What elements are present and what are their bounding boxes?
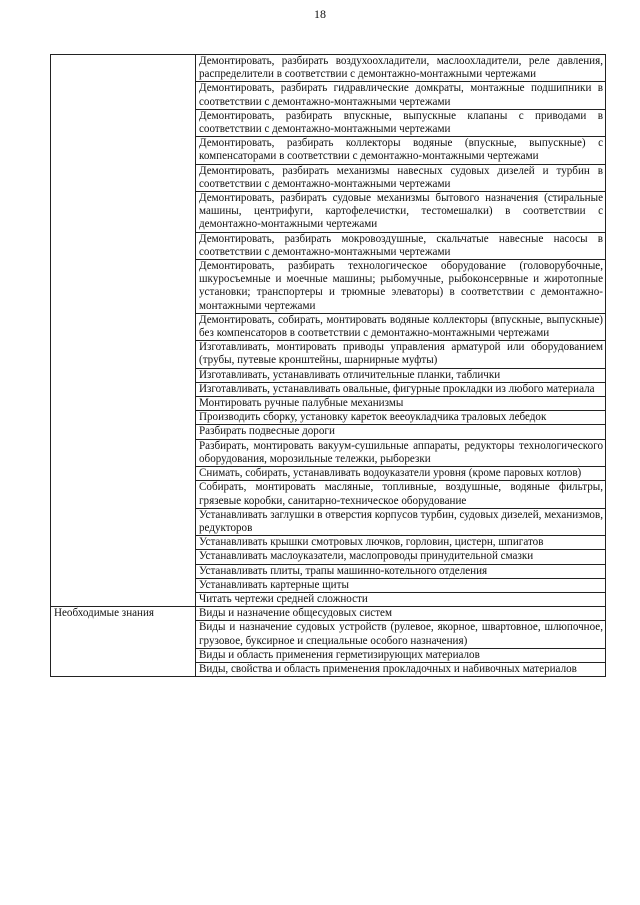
section-label-cell [51,536,196,550]
section-label-cell [51,550,196,564]
table-row [51,536,606,550]
table-row [51,508,606,535]
table-row [51,55,606,82]
section-label-cell [51,164,196,191]
section-label-cell [51,82,196,109]
section-label-cell [51,425,196,439]
table-cell-item: Изготавливать, устанавливать овальные, фигурные прокладки из любого материала [196,382,606,396]
table-row [51,232,606,259]
section-label-cell [51,260,196,314]
table-cell-item: Устанавливать маслоуказатели, маслопроводы принудительной смазки [196,550,606,564]
table-row [51,164,606,191]
table-cell-item: Демонтировать, разбирать впускные, выпускные клапаны с приводами в соответствии с демонтажно-монтажными чертежами [196,109,606,136]
table-cell-item: Виды и область применения герметизирующих материалов [196,648,606,662]
section-label-cell [51,368,196,382]
table-body [51,55,606,677]
table-cell-item: Читать чертежи средней сложности [196,592,606,606]
table-row [51,382,606,396]
section-label-cell [51,137,196,164]
table-cell-item: Устанавливать плиты, трапы машинно-котельного отделения [196,564,606,578]
section-label-cell [51,382,196,396]
table-cell-item: Снимать, собирать, устанавливать водоуказатели уровня (кроме паровых котлов) [196,467,606,481]
section-label-cell [51,467,196,481]
table-row [51,368,606,382]
table-cell-item: Производить сборку, установку кареток вееоукладчика траловых лебедок [196,411,606,425]
table-cell-item: Изготавливать, монтировать приводы управления арматурой или оборудованием (трубы, путевые кронштейны, шарнирные муфты) [196,341,606,368]
table-row [51,467,606,481]
table-row [51,411,606,425]
table-cell-item: Виды, свойства и область применения прокладочных и набивочных материалов [196,662,606,676]
table-cell-item: Виды и назначение судовых устройств (рулевое, якорное, швартовное, шлюпочное, грузовое, буксирное и специальные особого назначения) [196,621,606,648]
section-label-cell [51,621,196,648]
table-row [51,192,606,233]
table-cell-item: Изготавливать, устанавливать отличительные планки, таблички [196,368,606,382]
table-row [51,137,606,164]
section-label-cell [51,439,196,466]
table-cell-item: Устанавливать заглушки в отверстия корпусов турбин, судовых дизелей, механизмов, редукторов [196,508,606,535]
table-cell-item: Монтировать ручные палубные механизмы [196,397,606,411]
table-cell-item: Собирать, монтировать масляные, топливные, воздушные, водяные фильтры, грязевые коробки, санитарно-техническое оборудование [196,481,606,508]
table-row [51,592,606,606]
section-label-cell [51,564,196,578]
table-cell-item: Демонтировать, разбирать воздухоохладители, маслоохладители, реле давления, распределители в соответствии с демонтажно-монтажными чертежами [196,55,606,82]
section-label-cell [51,578,196,592]
section-label-cell [51,313,196,340]
table-cell-item: Демонтировать, разбирать гидравлические домкраты, монтажные подшипники в соответствии с демонтажно-монтажными чертежами [196,82,606,109]
section-label-cell: Необходимые знания [51,607,196,621]
table-row [51,481,606,508]
table-row [51,425,606,439]
table-cell-item: Демонтировать, разбирать коллекторы водяные (впускные, выпускные) с компенсаторами в соответствии с демонтажно-монтажными чертежами [196,137,606,164]
section-label-cell [51,648,196,662]
section-label-cell [51,341,196,368]
section-label-cell [51,192,196,233]
table-row [51,109,606,136]
section-label-cell [51,397,196,411]
table-cell-item: Устанавливать картерные щиты [196,578,606,592]
table-cell-item: Демонтировать, разбирать мокровоздушные, скальчатые навесные насосы в соответствии с демонтажно-монтажными чертежами [196,232,606,259]
table-row [51,397,606,411]
section-label-cell [51,662,196,676]
section-label-cell [51,232,196,259]
table-row [51,82,606,109]
section-label-cell [51,592,196,606]
table-cell-item: Разбирать, монтировать вакуум-сушильные аппараты, редукторы технологического оборудования, морозильные тележки, рыборезки [196,439,606,466]
table-row [51,578,606,592]
section-label-cell [51,411,196,425]
table-row [51,439,606,466]
table-row [51,313,606,340]
table-row [51,662,606,676]
section-label-cell [51,55,196,82]
table-row [51,648,606,662]
section-label-cell [51,109,196,136]
table-cell-item: Демонтировать, собирать, монтировать водяные коллекторы (впускные, выпускные) без компенсаторов в соответствии с демонтажно-монтажными чертежами [196,313,606,340]
table-row [51,607,606,621]
table-row [51,341,606,368]
table-cell-item: Демонтировать, разбирать механизмы навесных судовых дизелей и турбин в соответствии с демонтажно-монтажными чертежами [196,164,606,191]
skills-table [50,54,606,677]
table-row [51,550,606,564]
section-label-cell [51,481,196,508]
page-number: 18 [314,7,326,21]
table-cell-item: Устанавливать крышки смотровых лючков, горловин, цистерн, шпигатов [196,536,606,550]
table-row [51,621,606,648]
table-cell-item: Разбирать подвесные дороги [196,425,606,439]
table-row [51,260,606,314]
table-row [51,564,606,578]
table-cell-item: Демонтировать, разбирать судовые механизмы бытового назначения (стиральные машины, центрифуги, картофелечистки, тестомешалки) в соответствии с демонтажно-монтажными чертежами [196,192,606,233]
table-cell-item: Виды и назначение общесудовых систем [196,607,606,621]
table-cell-item: Демонтировать, разбирать технологическое оборудование (головорубочные, шкуросъемные и моечные машины; рыбомучные, рыбоконсервные и жиротопные установки; транспортеры и трюмные элеваторы) в соответствии с демонтажно-монтажными чертежами [196,260,606,314]
section-label-cell [51,508,196,535]
